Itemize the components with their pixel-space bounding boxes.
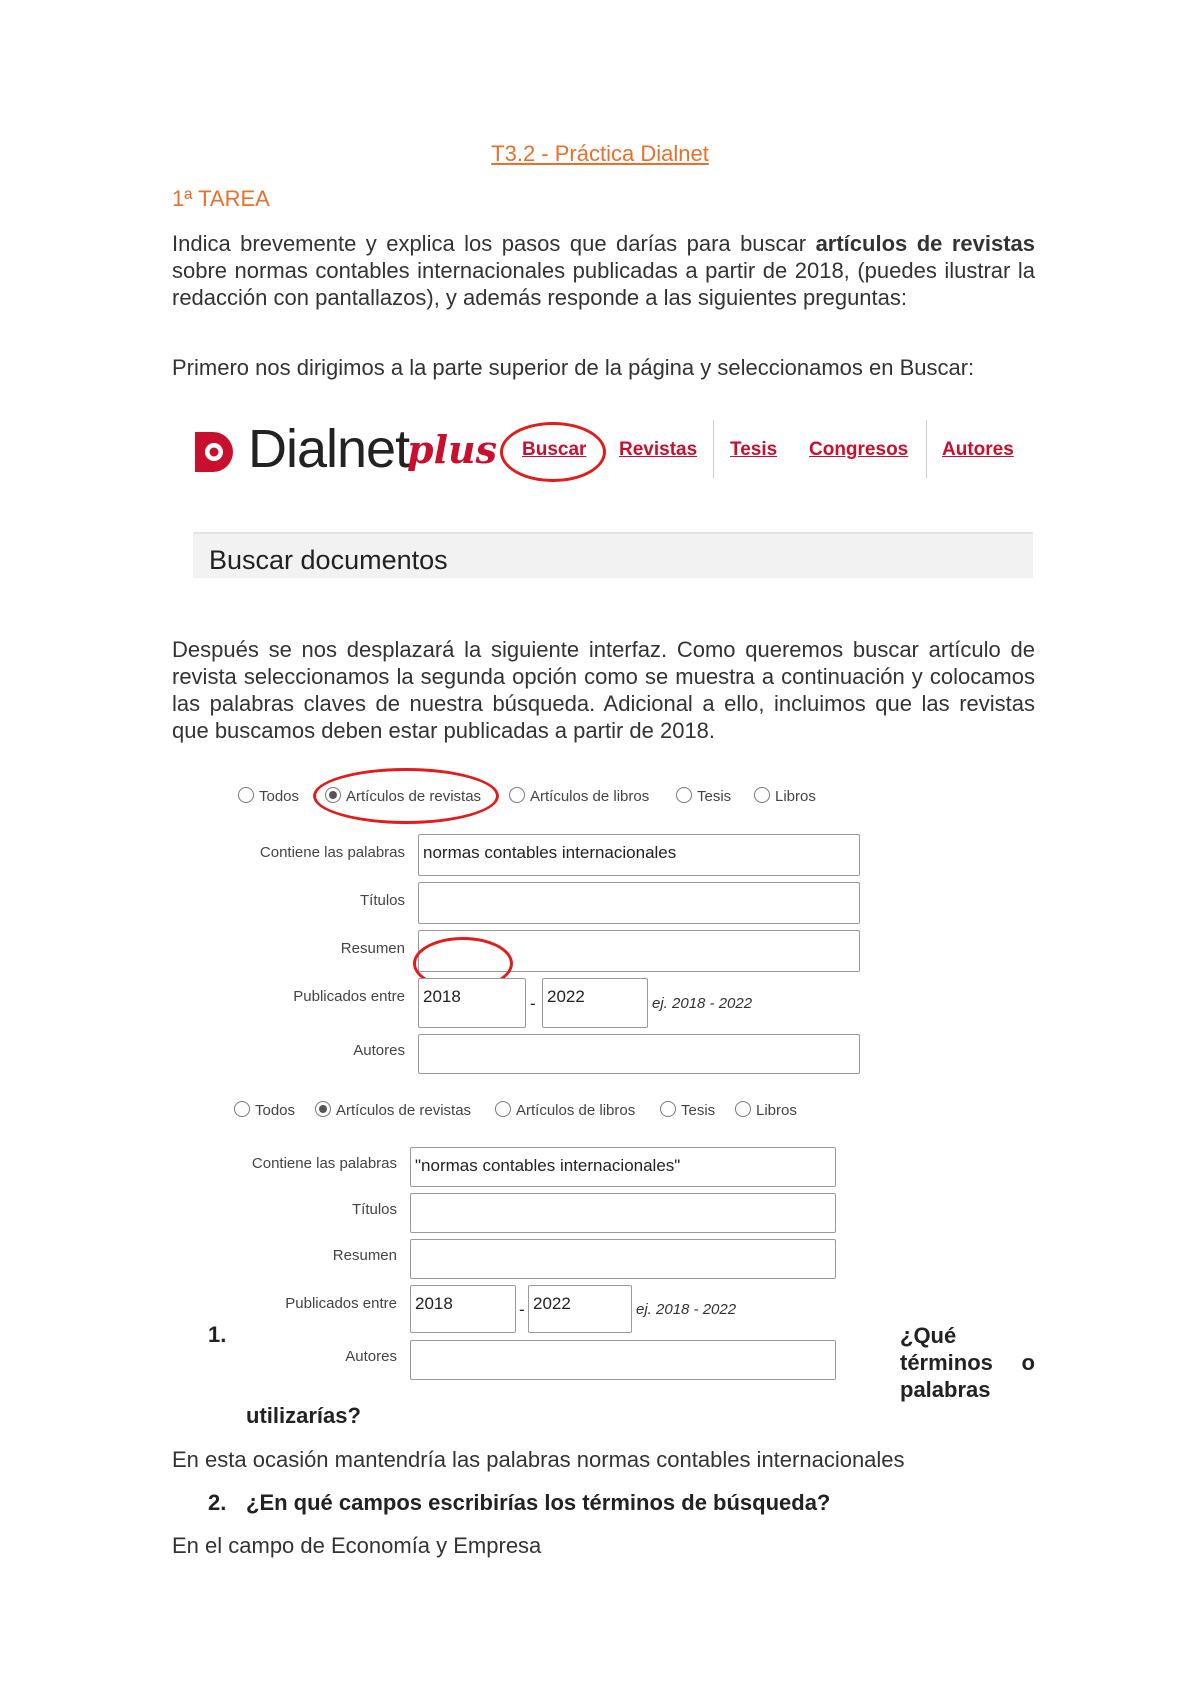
step1-paragraph: Primero nos dirigimos a la parte superior de la página y seleccionamos en Buscar: bbox=[172, 355, 975, 380]
intro-paragraph bbox=[172, 230, 1035, 311]
label-autores: Autores bbox=[345, 1348, 397, 1365]
radio-tesis[interactable]: Tesis bbox=[676, 787, 731, 805]
question-2-number: 2. bbox=[208, 1490, 227, 1515]
label-autores: Autores bbox=[353, 1042, 405, 1059]
intro-bold: artículos de revistas bbox=[815, 231, 1035, 256]
year-example: ej. 2018 - 2022 bbox=[636, 1301, 737, 1318]
year-dash: - bbox=[530, 994, 536, 1013]
radio-libros[interactable]: Libros bbox=[735, 1101, 797, 1119]
step2-paragraph: Después se nos desplazará la siguiente interfaz. Como queremos buscar artículo de revista seleccionamos la segunda opción como se muestra a continuación y colocamos las palabras claves de nuestra búsqueda. Adicional a ello, incluimos que las revistas que buscamos deben estar publicadas a partir de 2018. bbox=[172, 637, 1035, 743]
nav-revistas[interactable]: Revistas bbox=[619, 439, 698, 460]
input-year-from[interactable]: 2018 bbox=[418, 978, 526, 1028]
nav-divider bbox=[926, 420, 927, 478]
radio-todos[interactable]: Todos bbox=[234, 1101, 295, 1119]
input-titulos[interactable] bbox=[418, 882, 860, 924]
year-dash: - bbox=[519, 1300, 525, 1319]
section-title: Buscar documentos bbox=[209, 545, 448, 575]
label-contiene: Contiene las palabras bbox=[259, 844, 405, 861]
input-year-to[interactable]: 2022 bbox=[528, 1285, 632, 1333]
label-publicados: Publicados entre bbox=[285, 1295, 397, 1312]
nav-autores[interactable]: Autores bbox=[942, 439, 1014, 460]
input-resumen[interactable] bbox=[410, 1239, 836, 1279]
label-titulos: Títulos bbox=[351, 1201, 397, 1218]
question-1-text: ¿Qué términos o palabras bbox=[900, 1323, 1035, 1402]
radio-articulos-libros[interactable]: Artículos de libros bbox=[509, 787, 649, 805]
radio-libros[interactable]: Libros bbox=[754, 787, 816, 805]
radio-articulos-revistas[interactable]: Artículos de revistas bbox=[325, 787, 481, 805]
answer-1: En esta ocasión mantendría las palabras normas contables internacionales bbox=[172, 1447, 905, 1472]
dialnet-logo-plus: plus bbox=[407, 427, 498, 472]
question-2-text: ¿En qué campos escribirías los términos de búsqueda? bbox=[246, 1490, 831, 1515]
intro-text-2: sobre normas contables internacionales publicadas a partir de 2018, (puedes ilustrar la redacción con pantallazos), y además responde a las siguientes preguntas: bbox=[172, 258, 1035, 310]
intro-text-1: Indica brevemente y explica los pasos que darías para buscar bbox=[172, 231, 816, 256]
input-year-from[interactable]: 2018 bbox=[410, 1285, 516, 1333]
task-heading: 1ª TAREA bbox=[172, 186, 270, 211]
label-publicados: Publicados entre bbox=[293, 988, 405, 1005]
input-titulos[interactable] bbox=[410, 1193, 836, 1233]
radio-todos[interactable]: Todos bbox=[238, 787, 299, 805]
label-titulos: Títulos bbox=[359, 892, 405, 909]
highlight-circle bbox=[500, 422, 606, 482]
nav-congresos[interactable]: Congresos bbox=[809, 439, 909, 460]
radio-articulos-revistas[interactable]: Artículos de revistas bbox=[315, 1101, 471, 1119]
label-contiene: Contiene las palabras bbox=[251, 1155, 397, 1172]
highlight-circle bbox=[313, 768, 499, 824]
nav-buscar[interactable]: Buscar bbox=[522, 439, 587, 460]
nav-tesis[interactable]: Tesis bbox=[730, 439, 778, 460]
label-resumen: Resumen bbox=[332, 1247, 397, 1264]
radio-articulos-libros[interactable]: Artículos de libros bbox=[495, 1101, 635, 1119]
question-1-text-cont: utilizarías? bbox=[246, 1403, 361, 1428]
document-title: T3.2 - Práctica Dialnet bbox=[491, 141, 709, 166]
nav-divider bbox=[713, 420, 714, 478]
input-autores[interactable] bbox=[410, 1340, 836, 1380]
label-resumen: Resumen bbox=[340, 940, 405, 957]
input-year-to[interactable]: 2022 bbox=[542, 978, 648, 1028]
dialnet-logo-icon bbox=[193, 430, 237, 479]
answer-2: En el campo de Economía y Empresa bbox=[172, 1533, 542, 1558]
dialnet-logo-text: Dialnet bbox=[248, 419, 410, 479]
input-contiene[interactable]: "normas contables internacionales" bbox=[410, 1147, 836, 1187]
input-contiene[interactable]: normas contables internacionales bbox=[418, 834, 860, 876]
question-1-number: 1. bbox=[208, 1322, 227, 1347]
year-example: ej. 2018 - 2022 bbox=[652, 995, 753, 1012]
input-autores[interactable] bbox=[418, 1034, 860, 1074]
radio-tesis[interactable]: Tesis bbox=[660, 1101, 715, 1119]
